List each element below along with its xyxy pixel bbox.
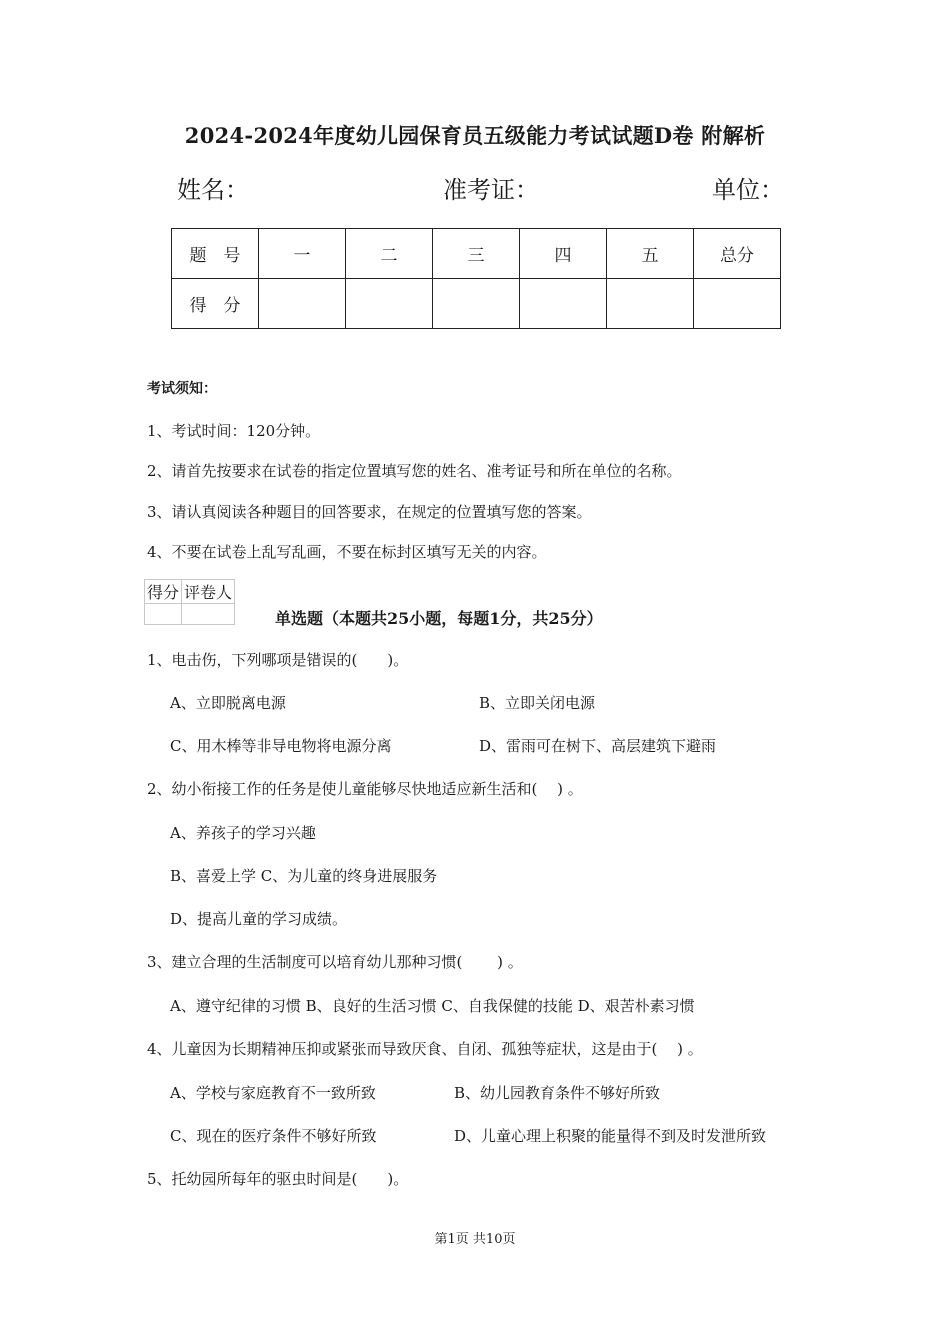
score-table-cell: 二: [346, 229, 433, 279]
question-stem: 3、建立合理的生活制度可以培育幼儿那种习惯( ) 。: [147, 953, 523, 971]
question-option: D、雷雨可在树下、高层建筑下避雨: [479, 737, 717, 755]
question-option: B、幼儿园教育条件不够好所致: [454, 1084, 661, 1102]
document-title: 2024-2024年度幼儿园保育员五级能力考试试题D卷 附解析: [184, 123, 766, 148]
exam-id-label: 准考证：: [443, 176, 539, 204]
question-stem: 2、幼小衔接工作的任务是使儿童能够尽快地适应新生活和( ) 。: [147, 780, 583, 798]
score-table-cell: 题 号: [172, 229, 259, 279]
grader-score-label: 得分: [145, 580, 182, 604]
question-option: C、用木棒等非导电物将电源分离: [170, 737, 392, 755]
question-stem: 4、儿童因为长期精神压抑或紧张而导致厌食、自闭、孤独等症状，这是由于( ) 。: [147, 1040, 703, 1058]
score-table-cell: 五: [607, 229, 694, 279]
question-option: A、养孩子的学习兴趣: [170, 824, 316, 842]
score-table: [171, 228, 781, 329]
question-stem: 5、托幼园所每年的驱虫时间是( )。: [147, 1170, 409, 1188]
score-table-cell: 得 分: [172, 279, 259, 329]
notice-item: 4、不要在试卷上乱写乱画，不要在标封区填写无关的内容。: [147, 543, 547, 561]
question-option: B、立即关闭电源: [479, 694, 596, 712]
notice-item: 1、考试时间：120分钟。: [147, 422, 321, 440]
page-number: 第1页 共10页: [434, 1232, 516, 1247]
score-table-cell: 总分: [694, 229, 781, 279]
notice-item: 2、请首先按要求在试卷的指定位置填写您的姓名、准考证号和所在单位的名称。: [147, 462, 682, 480]
question-option: C、现在的医疗条件不够好所致: [170, 1127, 377, 1145]
score-input-cell[interactable]: [346, 279, 433, 329]
score-input-cell[interactable]: [433, 279, 520, 329]
question-stem: 1、电击伤，下列哪项是错误的( )。: [147, 651, 409, 669]
notice-item: 3、请认真阅读各种题目的回答要求，在规定的位置填写您的答案。: [147, 503, 592, 521]
score-input-cell[interactable]: [607, 279, 694, 329]
question-option: D、儿童心理上积聚的能量得不到及时发泄所致: [454, 1127, 767, 1145]
score-input-cell[interactable]: [259, 279, 346, 329]
score-table-cell: 一: [259, 229, 346, 279]
question-option: A、遵守纪律的习惯 B、良好的生活习惯 C、自我保健的技能 D、艰苦朴素习惯: [170, 997, 695, 1015]
question-option: A、学校与家庭教育不一致所致: [170, 1084, 376, 1102]
score-table-cell: 四: [520, 229, 607, 279]
grader-reviewer-label: 评卷人: [182, 580, 235, 604]
question-option: B、喜爱上学 C、为儿童的终身进展服务: [170, 867, 438, 885]
grader-table: [144, 579, 235, 625]
question-option: D、提高儿童的学习成绩。: [170, 910, 348, 928]
grader-reviewer-cell[interactable]: [182, 604, 235, 625]
score-input-cell[interactable]: [694, 279, 781, 329]
grader-score-cell[interactable]: [145, 604, 182, 625]
question-option: A、立即脱离电源: [170, 694, 286, 712]
score-input-cell[interactable]: [520, 279, 607, 329]
name-label: 姓名：: [177, 176, 249, 204]
section-heading: 单选题（本题共25小题，每题1分，共25分）: [275, 609, 603, 628]
score-table-cell: 三: [433, 229, 520, 279]
notice-heading: 考试须知：: [147, 381, 217, 397]
score-table-score-row: [172, 279, 781, 329]
score-table-header-row: [172, 229, 781, 279]
unit-label: 单位：: [712, 176, 784, 204]
